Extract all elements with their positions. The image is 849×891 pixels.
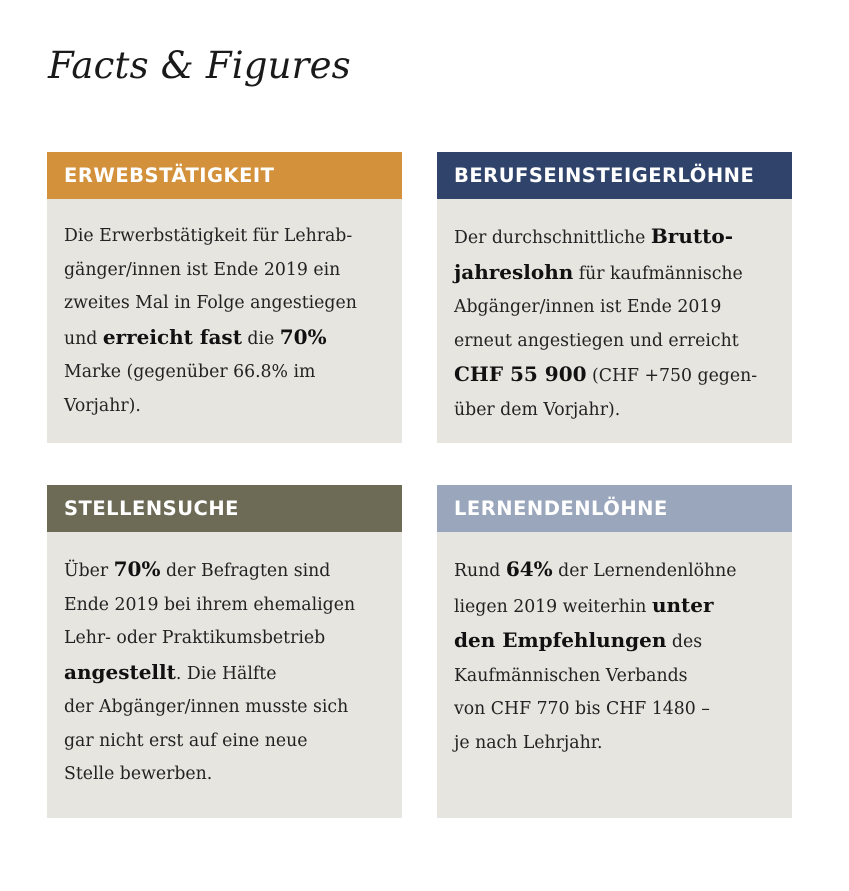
body-text: Vorjahr). (64, 395, 141, 416)
text-line (454, 589, 778, 625)
highlight-text: den Empfehlungen (454, 628, 667, 652)
card-body (47, 199, 402, 423)
body-text: von CHF 770 bis CHF 1480 – (454, 699, 710, 719)
card-body (47, 532, 402, 792)
highlight-text: Brutto- (650, 224, 734, 248)
text-line (454, 325, 778, 359)
text-line (454, 358, 778, 394)
body-text: des (666, 632, 703, 652)
body-text: Rund (454, 561, 506, 581)
body-text: Der durchschnittliche (454, 228, 651, 248)
text-line (64, 287, 388, 321)
text-line (64, 589, 388, 623)
body-text: Über (64, 561, 114, 581)
text-line (454, 220, 778, 256)
body-text: . Die Hälfte (175, 663, 277, 684)
text-line (64, 691, 388, 725)
body-text: erneut angestiegen und erreicht (454, 330, 739, 351)
card-stellensuche (47, 485, 402, 818)
text-line (64, 220, 388, 254)
body-text: Stelle bewerben. (64, 764, 213, 784)
text-line (454, 624, 778, 660)
card-body (437, 532, 792, 760)
text-line (454, 291, 778, 325)
text-line (64, 725, 388, 759)
text-line (64, 321, 388, 357)
text-line (454, 256, 778, 292)
text-line (454, 727, 778, 761)
body-text: für kaufmännische (573, 263, 743, 284)
body-text: die (241, 328, 280, 349)
highlight-text: jahreslohn (454, 259, 574, 284)
body-text: Lehr- oder Praktikumsbetrieb (64, 628, 326, 648)
text-line (454, 394, 778, 428)
card-erwerbstaetigkeit (47, 152, 402, 443)
body-text: gänger/innen ist Ende 2019 ein (64, 259, 341, 280)
text-line (454, 553, 778, 589)
highlight-text: erreicht fast (102, 324, 242, 349)
text-line (64, 254, 388, 288)
body-text: je nach Lehrjahr. (454, 732, 603, 753)
body-text: und (64, 328, 103, 349)
body-text: (CHF +750 gegen- (586, 366, 758, 386)
highlight-text: 64% (505, 557, 553, 581)
card-berufseinsteigerloehne (437, 152, 792, 443)
body-text: liegen 2019 weiterhin (454, 596, 652, 617)
body-text: über dem Vorjahr). (454, 399, 621, 420)
body-text: Kaufmännischen Verbands (454, 665, 688, 686)
card-heading: ERWEBSTÄTIGKEIT (47, 152, 402, 199)
body-text: Ende 2019 bei ihrem ehemaligen (64, 594, 356, 615)
highlight-text: 70% (113, 557, 161, 581)
text-line (64, 758, 388, 792)
text-line (64, 390, 388, 424)
body-text: der Abgänger/innen musste sich (64, 697, 349, 717)
highlight-text: CHF 55 900 (454, 362, 587, 386)
body-text: gar nicht erst auf eine neue (64, 730, 308, 751)
text-line (64, 356, 388, 390)
highlight-text: angestellt (64, 659, 176, 684)
body-text: der Lernendenlöhne (552, 561, 737, 581)
text-line (64, 622, 388, 656)
body-text: Abgänger/innen ist Ende 2019 (454, 297, 722, 317)
text-line (64, 656, 388, 692)
text-line (454, 660, 778, 694)
body-text: Marke (gegenüber 66.8% im (64, 362, 316, 382)
highlight-text: 70% (279, 324, 327, 349)
body-text: zweites Mal in Folge angestiegen (64, 293, 357, 313)
card-lernendenloehne (437, 485, 792, 818)
highlight-text: unter (651, 592, 714, 617)
card-body (437, 199, 792, 427)
body-text: Die Erwerbstätigkeit für Lehrab- (64, 226, 353, 246)
text-line (64, 553, 388, 589)
body-text: der Befragten sind (160, 561, 331, 581)
card-heading: STELLENSUCHE (47, 485, 402, 532)
text-line (454, 693, 778, 727)
card-heading: BERUFSEINSTEIGERLÖHNE (437, 152, 792, 199)
page-title: Facts & Figures (48, 44, 351, 87)
card-heading: LERNENDENLÖHNE (437, 485, 792, 532)
